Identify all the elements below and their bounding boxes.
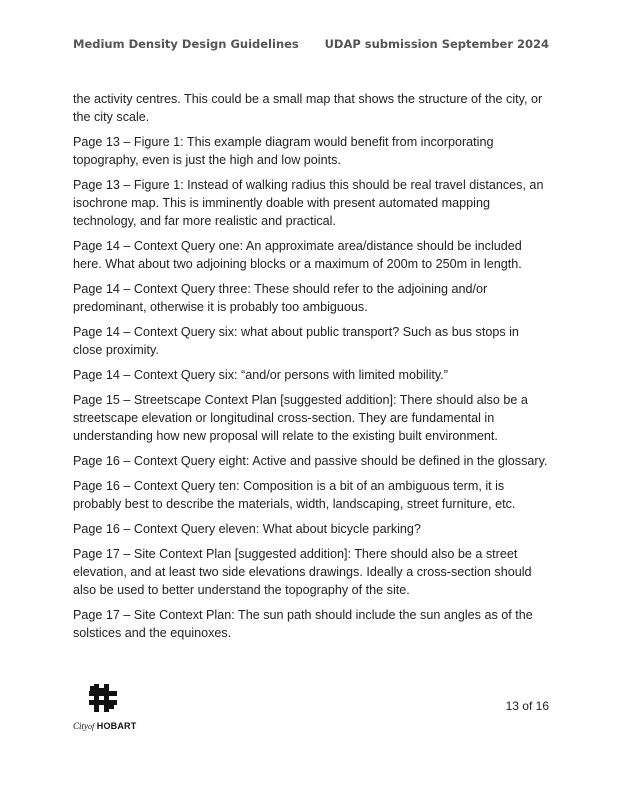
paragraph: Page 14 – Context Query six: “and/or persons with limited mobility.” (73, 368, 448, 382)
paragraph: Page 17 – Site Context Plan: The sun path should include the sun angles as of the solstices and the equinoxes. (73, 608, 533, 640)
paragraph: Page 13 – Figure 1: Instead of walking radius this should be real travel distances, an isochrone map. This is imminently doable with present automated mapping technology, and far more realistic and practical. (73, 178, 544, 228)
submission-label: UDAP submission September 2024 (324, 37, 549, 51)
paragraph: Page 17 – Site Context Plan [suggested addition]: There should also be a street elevation, and at least two side elevations drawings. Ideally a cross-section should also be used to better understand the topography of the site. (73, 547, 532, 597)
paragraph: Page 14 – Context Query one: An approximate area/distance should be included here. What about two adjoining blocks or a maximum of 200m to 250m in length. (73, 239, 522, 271)
paragraph: Page 16 – Context Query eight: Active and passive should be defined in the glossary. (73, 454, 548, 468)
paragraph: the activity centres. This could be a small map that shows the structure of the city, or the city scale. (73, 92, 543, 124)
logo-city: City (73, 721, 88, 731)
logo-wordmark (73, 721, 137, 731)
paragraph: Page 13 – Figure 1: This example diagram would benefit from incorporating topography, even is just the high and low points. (73, 135, 494, 167)
document-title: Medium Density Design Guidelines (73, 37, 299, 51)
page-number: 13 of 16 (505, 699, 549, 713)
paragraph: Page 14 – Context Query six: what about public transport? Such as bus stops in close proximity. (73, 325, 519, 357)
logo-hobart: HOBART (96, 721, 137, 731)
city-of-hobart-logo (73, 682, 137, 731)
paragraph: Page 15 – Streetscape Context Plan [suggested addition]: There should also be a streetscape elevation or longitudinal cross-section. They are fundamental in understanding how new proposal will relate to the existing built environment. (73, 393, 528, 443)
hobart-logo-icon (87, 682, 119, 714)
body-text (73, 90, 551, 649)
paragraph: Page 16 – Context Query eleven: What about bicycle parking? (73, 522, 421, 536)
paragraph: Page 16 – Context Query ten: Composition is a bit of an ambiguous term, it is probably best to describe the materials, width, landscaping, street furniture, etc. (73, 479, 516, 511)
paragraph: Page 14 – Context Query three: These should refer to the adjoining and/or predominant, otherwise it is probably too ambiguous. (73, 282, 488, 314)
page-header (73, 37, 549, 51)
logo-of: of (88, 722, 95, 731)
